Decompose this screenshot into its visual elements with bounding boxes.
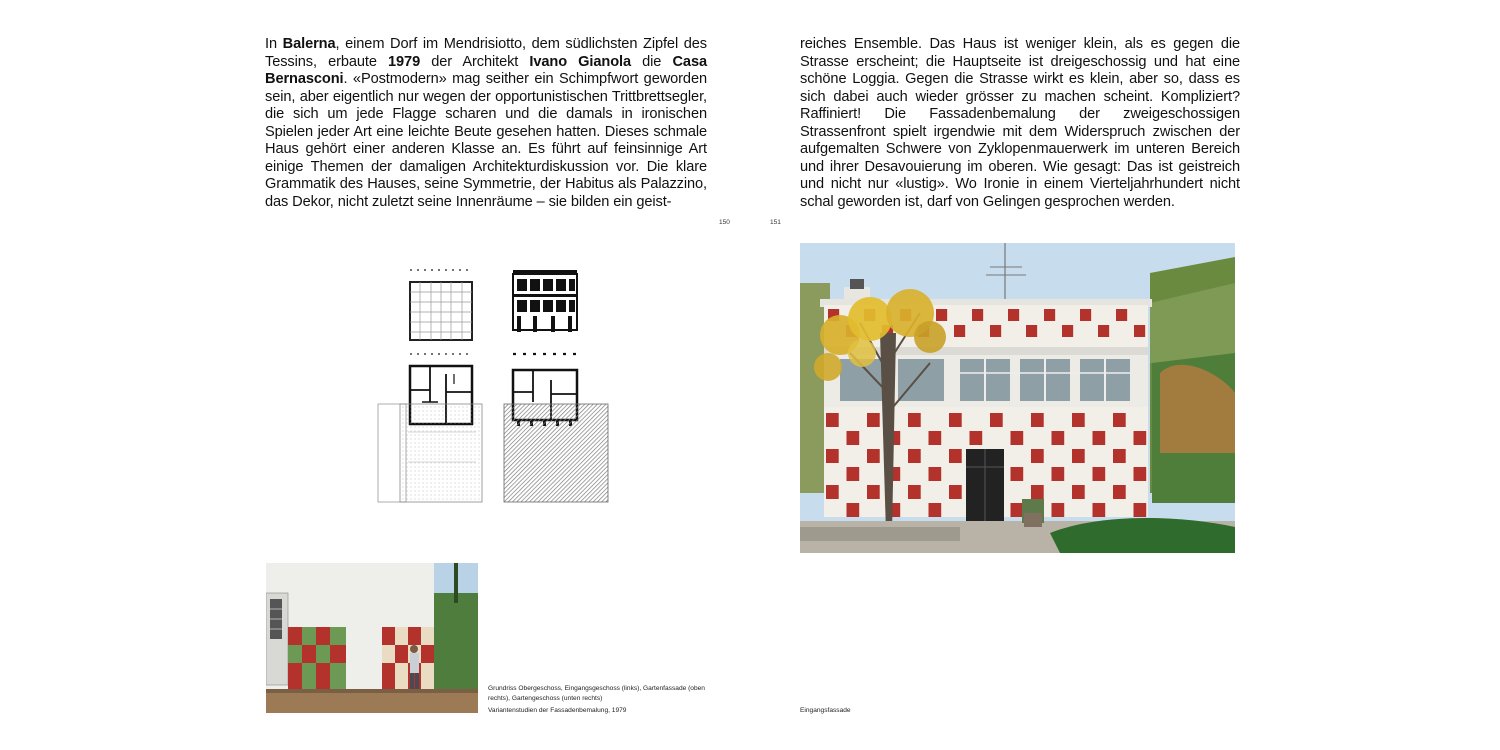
- facade-checker-tile: [954, 325, 965, 337]
- facade-checker-tile: [990, 413, 1003, 427]
- facade-checker-tile: [908, 413, 921, 427]
- facade-checker-tile: [1113, 485, 1126, 499]
- page-number-right: 151: [770, 219, 781, 226]
- facade-checker-tile: [1052, 431, 1065, 445]
- facade-checker-tile: [1072, 413, 1085, 427]
- facade-checker-tile: [826, 485, 839, 499]
- caption-entrance-facade: Eingangsfassade: [800, 707, 851, 714]
- facade-checker-tile: [1031, 485, 1044, 499]
- facade-checker-tile: [867, 485, 880, 499]
- left-page-body-text: [265, 36, 707, 211]
- facade-checker-tile: [826, 413, 839, 427]
- facade-checker-tile: [1062, 325, 1073, 337]
- facade-checker-tile: [972, 309, 983, 321]
- caption-floor-plans: Grundriss Obergeschoss, Eingangsgeschoss (links), Gartenfassade (oben rechts), Gartengeschoss (unten rechts): [488, 685, 705, 702]
- garden-facade-elevation: [513, 270, 577, 332]
- facade-checker-tile: [1134, 503, 1147, 517]
- facade-checker-tile: [847, 503, 860, 517]
- right-page-body-text: reiches Ensemble. Das Haus ist weniger klein, als es gegen die Strasse erscheint; die Hauptseite ist dreigeschossig und hat eine schöne Loggia. Gegen die Strasse wirkt es klein, aber so, dass es sich dabei auch wieder grösser zu machen scheint. Kompliziert? Raffiniert! Die Fassadenbemalung der zweigeschossigen Strassenfront spielt irgendwie mit dem Widerspruch zwischen der aufgemalten Schwere von Zyklopenmauerwerk im unteren Bereich und ihrer Desavouierung im oberen. Wie gesagt: Das ist geistreich und nicht nur «lustig». Wo Ironie in einem Vierteljahrhundert nicht schal geworden ist, darf von Gelingen gesprochen werden.: [800, 36, 1240, 210]
- facade-variant-study-photo: [266, 563, 478, 713]
- facade-checker-tile: [1052, 503, 1065, 517]
- facade-checker-tile: [1093, 503, 1106, 517]
- facade-checker-tile: [1052, 467, 1065, 481]
- facade-checker-tile: [826, 449, 839, 463]
- floor-plans-drawing: [370, 262, 615, 507]
- body-text-bold-run: Balerna: [282, 36, 336, 52]
- body-text-run: In: [265, 36, 283, 52]
- checker-panel-left: [288, 627, 346, 689]
- facade-checker-tile: [1098, 325, 1109, 337]
- body-text-bold-run: 1979: [388, 53, 421, 70]
- facade-checker-tile: [1113, 449, 1126, 463]
- facade-checker-tile: [1008, 309, 1019, 321]
- body-text-bold-run: Ivano Gianola: [529, 53, 631, 70]
- facade-checker-tile: [990, 325, 1001, 337]
- facade-checker-tile: [1116, 309, 1127, 321]
- body-text-run: die: [631, 53, 673, 70]
- facade-checker-tile: [1026, 325, 1037, 337]
- facade-checker-tile: [1080, 309, 1091, 321]
- facade-checker-tile: [1093, 431, 1106, 445]
- facade-checker-tile: [949, 449, 962, 463]
- facade-checker-tile: [1011, 431, 1024, 445]
- facade-checker-tile: [1134, 325, 1145, 337]
- body-text-run: der Architekt: [420, 53, 530, 70]
- facade-checker-tile: [1113, 413, 1126, 427]
- body-text-bold-run: Casa Bernasconi: [265, 53, 707, 88]
- facade-checker-tile: [1031, 413, 1044, 427]
- page-number-left: 150: [719, 219, 730, 226]
- facade-checker-tile: [929, 467, 942, 481]
- body-text-run: . «Postmodern» mag seither ein Schimpfwort geworden sein, aber eigentlich nur wegen der opportunistischen Trittbrettsegler, die sich um jede Flagge scharen und die damals in ironischen Spielen jeder Art eine leichte Beute gesehen hatten. Dieses schmale Haus gehört einer anderen Klasse an. Es führt auf feinsinnige Art einige Themen der damaligen Architekturdiskussion vor. Die klare Grammatik des Hauses, seine Symmetrie, der Habitus als Palazzino, das Dekor, nicht zuletzt seine Innenräume – sie bilden ein geist-: [265, 71, 707, 210]
- facade-checker-tile: [847, 431, 860, 445]
- site-plan: [378, 404, 608, 502]
- facade-checker-tile: [867, 413, 880, 427]
- facade-checker-tile: [1031, 449, 1044, 463]
- facade-checker-tile: [1044, 309, 1055, 321]
- facade-checker-tile: [867, 449, 880, 463]
- facade-checker-tile: [1093, 467, 1106, 481]
- facade-checker-tile: [1134, 467, 1147, 481]
- facade-checker-tile: [1011, 467, 1024, 481]
- facade-checker-tile: [949, 485, 962, 499]
- facade-checker-tile: [929, 503, 942, 517]
- facade-checker-tile: [929, 431, 942, 445]
- facade-checker-tile: [936, 309, 947, 321]
- body-text-run: , einem Dorf im Mendrisiotto, dem südlichsten Zipfel des Tessins, erbaute: [265, 36, 707, 70]
- checker-panel-right: [382, 627, 434, 689]
- facade-checker-tile: [1072, 449, 1085, 463]
- plan-upper-floor: [410, 270, 472, 340]
- facade-checker-tile: [908, 449, 921, 463]
- entrance-facade-photo: [800, 243, 1235, 553]
- facade-checker-tile: [1134, 431, 1147, 445]
- facade-checker-tile: [847, 467, 860, 481]
- facade-checker-tile: [970, 431, 983, 445]
- facade-checker-tile: [949, 413, 962, 427]
- caption-variant-study: Variantenstudien der Fassadenbemalung, 1979: [488, 707, 627, 714]
- facade-checker-tile: [1011, 503, 1024, 517]
- facade-checker-tile: [1072, 485, 1085, 499]
- facade-checker-tile: [908, 485, 921, 499]
